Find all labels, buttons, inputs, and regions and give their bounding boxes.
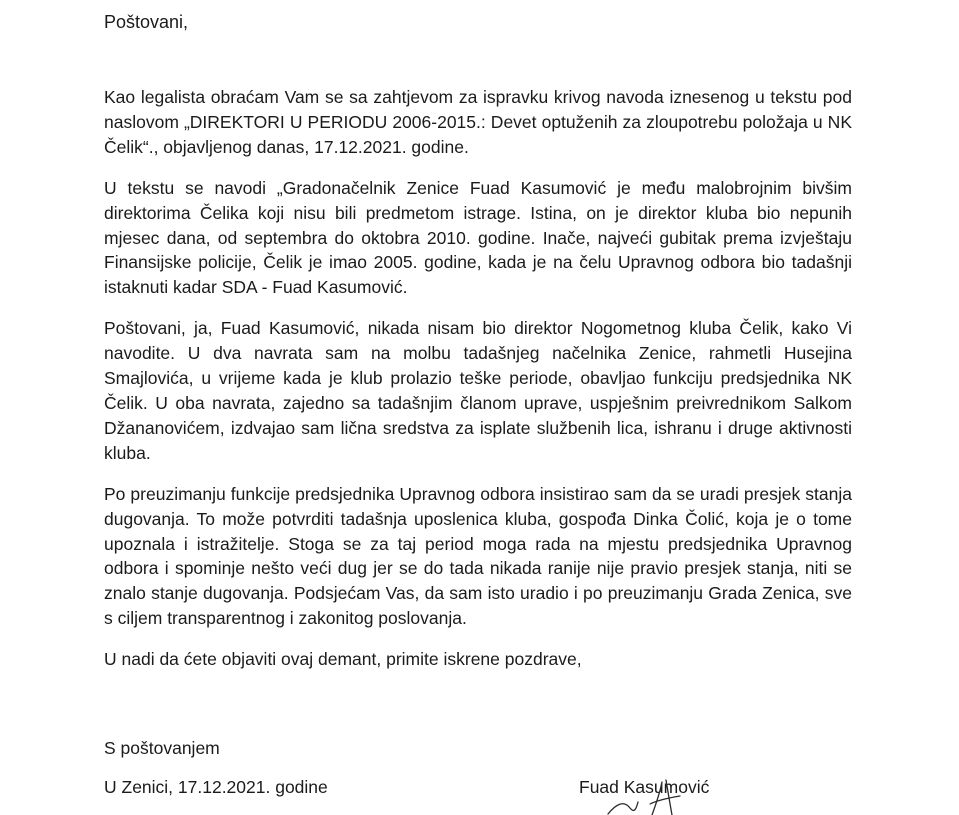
paragraph-correction-request: Kao legalista obraćam Vam se sa zahtjevom za ispravku krivog navoda iznesenog u tekstu pod naslovom „DIREKTORI U PERIODU 2006-2015.: Devet optuženih za zloupotrebu položaja u NK Čelik“., objavljenog danas, 17.12.2021. godine.: [104, 87, 852, 157]
letter-greeting: Poštovani,: [104, 12, 189, 32]
letter-closing: S poštovanjem: [104, 738, 220, 758]
paragraph-closing-request: U nadi da ćete objaviti ovaj demant, primite iskrene pozdrave,: [104, 649, 582, 670]
letter-body: [104, 85, 852, 688]
paragraph-quoted-claim: U tekstu se navodi „Gradonačelnik Zenice Fuad Kasumović je među malobrojnim bivšim direktorima Čelika koji nisu bili predmetom istrage. Istina, on je direktor kluba bio nepunih mjesec dana, od septembra do oktobra 2010. godine. Inače, najveći gubitak prema izvještaju Finansijske policije, Čelik je imao 2005. godine, kada je na čelu Upravnog odbora bio tadašnji istaknuti kadar SDA - Fuad Kasumović.: [104, 177, 852, 298]
handwritten-signature: [590, 778, 700, 815]
signatory-name: Fuad Kasumović: [579, 777, 710, 797]
paragraph-rebuttal: Poštovani, ja, Fuad Kasumović, nikada nisam bio direktor Nogometnog kluba Čelik, kako Vi navodite. U dva navrata sam na molbu tadašnjeg načelnika Zenice, rahmetli Husejina Smajlovića, u vrijeme kada je klub prolazio teške periode, obavljao funkciju predsjednika NK Čelik. U oba navrata, zajedno sa tadašnjim članom uprave, uspješnim preivrednikom Salkom Džananovićem, izdvajao sam lična sredstva za isplate službenih lica, ishranu i druge aktivnosti kluba.: [104, 318, 852, 463]
paragraph-debt-review: Po preuzimanju funkcije predsjednika Upravnog odbora insistirao sam da se uradi presjek stanja dugovanja. To može potvrditi tadašnja uposlenica kluba, gospođa Dinka Čolić, koja je o tome upoznala i istražitelje. Stoga se za taj period moga rada na mjestu predsjednika Upravnog odbora i spominje nešto veći dug jer se do tada nikada ranije nije pravio presjek stanja, niti se znalo stanje dugovanja. Podsjećam Vas, da sam isto uradio i po preuzimanju Grada Zenica, sve s ciljem transparentnog i zakonitog poslovanja.: [104, 483, 852, 629]
place-and-date: U Zenici, 17.12.2021. godine: [104, 777, 328, 797]
